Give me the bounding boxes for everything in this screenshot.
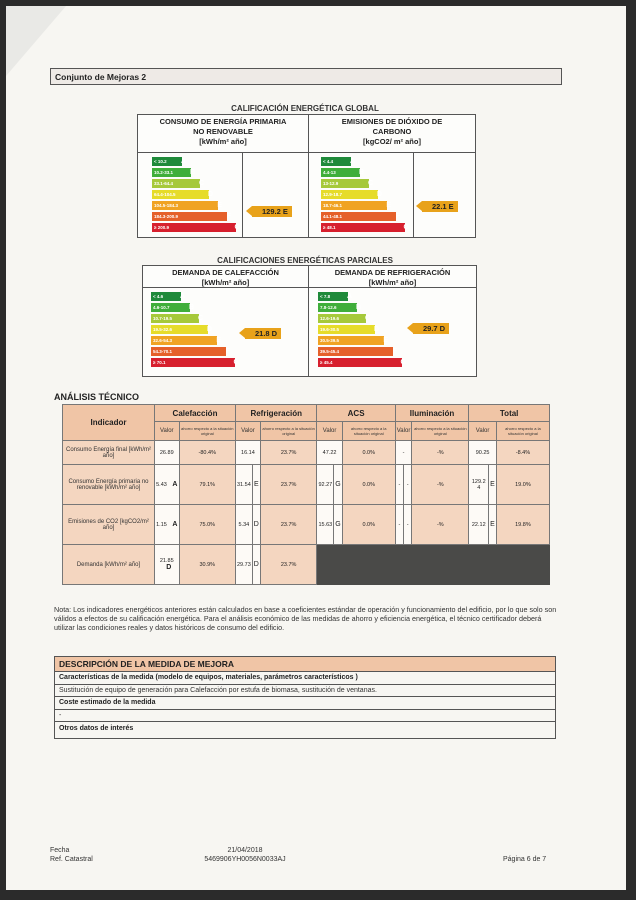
ahorro-header: ahorro respecto a la situación original bbox=[342, 422, 395, 441]
calefaccion-header bbox=[143, 266, 308, 288]
rating-bar-letter: F bbox=[392, 348, 397, 355]
rating-bar-d bbox=[152, 190, 213, 199]
cost-value: - bbox=[55, 710, 555, 722]
table-cell-saving: -% bbox=[412, 505, 469, 545]
table-cell-value: 22.12 bbox=[469, 505, 489, 545]
refrigeracion-unit: [kWh/m² año] bbox=[368, 278, 417, 287]
table-cell-class: - bbox=[404, 465, 412, 505]
table-cell-saving: 79.1% bbox=[179, 465, 235, 505]
emisiones-title: EMISIONES DE DIÓXIDO DE CARBONO bbox=[341, 117, 443, 136]
rating-bar-letter: E bbox=[217, 202, 222, 209]
table-cell-value: 5.34 bbox=[236, 505, 253, 545]
rating-bar-range: 64.4-104.5 bbox=[154, 192, 176, 197]
rating-bar-letter: A bbox=[180, 158, 186, 165]
ahorro-header: ahorro respecto a la situación original bbox=[496, 422, 549, 441]
cadastral-ref-label: Ref. Catastral bbox=[50, 856, 93, 863]
table-row-label: Consumo Energía final [kWh/m² año] bbox=[63, 441, 155, 465]
rating-bar-letter: C bbox=[367, 180, 373, 187]
technical-analysis-table bbox=[62, 404, 550, 585]
table-cell-value: 29.73 bbox=[236, 545, 253, 585]
date-label: Fecha bbox=[50, 847, 70, 854]
footer-values bbox=[186, 846, 304, 864]
rating-bar-b bbox=[151, 303, 194, 312]
rating-bar-e bbox=[152, 201, 222, 210]
table-cell-saving: -% bbox=[412, 465, 469, 505]
calefaccion-title: DEMANDA DE CALEFACCIÓN bbox=[172, 268, 279, 277]
other-data-label: Otros datos de interés bbox=[59, 725, 134, 732]
ahorro-header: ahorro respecto a la situación original bbox=[260, 422, 317, 441]
calefaccion-unit: [kWh/m² año] bbox=[201, 278, 250, 287]
rating-bar-f bbox=[151, 347, 230, 356]
analysis-title: ANÁLISIS TÉCNICO bbox=[54, 392, 140, 402]
consumo-value-indicator: 129.2 E bbox=[252, 206, 292, 217]
rating-bar-range: 54.3-70.1 bbox=[153, 349, 173, 354]
rating-bar-e bbox=[318, 336, 388, 345]
rating-bar-d bbox=[318, 325, 379, 334]
rating-bar-letter: C bbox=[197, 315, 203, 322]
table-row-label: Demanda [kWh/m² año] bbox=[63, 545, 155, 585]
rating-bar-e bbox=[151, 336, 221, 345]
indicator-header: Indicador bbox=[63, 405, 155, 441]
rating-bar-a bbox=[321, 157, 355, 166]
rating-bar-range: 39.5-45.4 bbox=[320, 349, 340, 354]
rating-bar-range: 12.6-19.6 bbox=[320, 316, 340, 321]
characteristics-label: Características de la medida (modelo de equipos, materiales, parámetros característicos ) bbox=[55, 672, 555, 685]
consumo-title: CONSUMO DE ENERGÍA PRIMARIA NO RENOVABLE bbox=[159, 117, 287, 136]
rating-bar-range: 10.2-33.1 bbox=[154, 170, 174, 175]
table-cell-value: 129.2 4 bbox=[469, 465, 489, 505]
rating-bar-f bbox=[318, 347, 397, 356]
table-cell-saving: 23.7% bbox=[260, 465, 317, 505]
partial-rating-caption: CALIFICACIONES ENERGÉTICAS PARCIALES bbox=[217, 256, 393, 265]
rating-bar-range: 4.6-10.7 bbox=[153, 305, 170, 310]
value-text: 21.85 bbox=[159, 558, 174, 564]
rating-bar-range: 4.4-13 bbox=[323, 170, 336, 175]
rating-bar-range: 104.5-184.3 bbox=[154, 203, 179, 208]
rating-bar-g bbox=[151, 358, 239, 367]
table-cell-saving: 23.7% bbox=[260, 545, 317, 585]
table-cell-value: 31.54 bbox=[236, 465, 253, 505]
rating-bar-range: 13-12.9 bbox=[323, 181, 339, 186]
page-number: Página 6 de 7 bbox=[503, 856, 547, 863]
rating-bar-letter: B bbox=[358, 169, 364, 176]
rating-bar-letter: E bbox=[216, 337, 221, 344]
rating-bar-f bbox=[321, 212, 400, 221]
table-cell-saving: 23.7% bbox=[260, 441, 317, 465]
cost-label: Coste estimado de la medida bbox=[55, 697, 555, 710]
calefaccion-value-indicator: 21.8 D bbox=[245, 328, 281, 339]
table-cell-saving: -8.4% bbox=[496, 441, 549, 465]
class-letter: A bbox=[172, 521, 178, 528]
rating-bar-g bbox=[318, 358, 406, 367]
improvement-description bbox=[54, 656, 556, 739]
consumo-header bbox=[138, 115, 308, 153]
refrigeracion-title: DEMANDA DE REFRIGERACIÓN bbox=[334, 268, 451, 277]
rating-bar-c bbox=[151, 314, 203, 323]
valor-header: Valor bbox=[155, 422, 180, 441]
date-value: 21/04/2018 bbox=[227, 847, 263, 854]
table-cell-value: 47.22 bbox=[317, 441, 342, 465]
refrigeracion-header bbox=[308, 266, 477, 288]
group-header: Refrigeración bbox=[236, 405, 317, 422]
improvement-header: DESCRIPCIÓN DE LA MEDIDA DE MEJORA bbox=[55, 657, 555, 672]
rating-bar-range: < 10.2 bbox=[154, 159, 167, 164]
rating-bar-range: 10.7-19.5 bbox=[153, 316, 173, 321]
class-letter: D bbox=[166, 564, 172, 571]
rating-bar-letter: B bbox=[188, 304, 194, 311]
table-cell-class: D bbox=[252, 545, 260, 585]
rating-bar-letter: F bbox=[225, 348, 230, 355]
rating-bar-c bbox=[152, 179, 204, 188]
rating-bar-range: 19.5-32.6 bbox=[153, 327, 173, 332]
group-header: Total bbox=[469, 405, 550, 422]
rating-bar-d bbox=[151, 325, 212, 334]
table-cell-saving: -80.4% bbox=[179, 441, 235, 465]
rating-bar-letter: G bbox=[400, 359, 406, 366]
valor-header: Valor bbox=[469, 422, 497, 441]
rating-bar-range: ≥ 48.1 bbox=[323, 225, 336, 230]
table-cell-saving: 23.7% bbox=[260, 505, 317, 545]
rating-bar-f bbox=[152, 212, 231, 221]
table-cell-value bbox=[155, 465, 180, 505]
rating-bar-range: < 4.4 bbox=[323, 159, 334, 164]
rating-bar-letter: A bbox=[346, 293, 352, 300]
emisiones-header bbox=[308, 115, 476, 153]
rating-bar-range: ≥ 200.9 bbox=[154, 225, 169, 230]
rating-bar-range: 7.8-12.6 bbox=[320, 305, 337, 310]
table-cell-value: - bbox=[395, 441, 412, 465]
cadastral-ref-value: 5469906YH0056N0033AJ bbox=[204, 856, 286, 863]
rating-bar-letter: A bbox=[349, 158, 355, 165]
table-cell-class: G bbox=[334, 465, 342, 505]
rating-bar-letter: D bbox=[376, 191, 382, 198]
rating-bar-e bbox=[321, 201, 391, 210]
rating-bar-range: 33.1-64.4 bbox=[154, 181, 174, 186]
table-cell-value bbox=[155, 545, 180, 585]
valor-header: Valor bbox=[236, 422, 261, 441]
rating-bar-letter: C bbox=[364, 315, 370, 322]
rating-bar-g bbox=[152, 223, 240, 232]
table-row-label: Emisiones de CO2 [kgCO2/m² año] bbox=[63, 505, 155, 545]
note-paragraph: Nota: Los indicadores energéticos anteriores están calculados en base a coeficientes estándar de operación y funcionamiento del edificio, por lo que solo son válidos a efectos de su calificación energética. Para el análisis económico de las medidas de ahorro y eficiencia energética, el técnico certificador deberá utilizar las condiciones reales y datos históricos de consumo del edificio. bbox=[54, 605, 557, 632]
rating-bar-range: < 4.6 bbox=[153, 294, 164, 299]
rating-bar-letter: D bbox=[207, 191, 213, 198]
table-cell-saving: 0.0% bbox=[342, 505, 395, 545]
section-title: Conjunto de Mejoras 2 bbox=[50, 68, 562, 85]
rating-bar-range: < 7.8 bbox=[320, 294, 331, 299]
rating-bar-range: 44.1-48.1 bbox=[323, 214, 343, 219]
rating-bar-c bbox=[321, 179, 373, 188]
consumo-unit: [kWh/m² año] bbox=[199, 137, 247, 146]
page-fold-corner bbox=[6, 6, 66, 76]
emisiones-unit: [kgCO2/ m² año] bbox=[363, 137, 421, 146]
rating-bar-letter: D bbox=[373, 326, 379, 333]
rating-bar-letter: B bbox=[189, 169, 195, 176]
rating-bar-letter: G bbox=[234, 224, 240, 231]
rating-bar-b bbox=[152, 168, 195, 177]
global-rating-box bbox=[137, 114, 476, 238]
characteristics-value: Sustitución de equipo de generación para Calefacción por estufa de biomasa, sustitución de ventanas. bbox=[55, 685, 555, 697]
value-text: 1.15 bbox=[156, 522, 167, 528]
table-cell-value: 16.14 bbox=[236, 441, 261, 465]
ahorro-header: ahorro respecto a la situación original bbox=[179, 422, 235, 441]
footer-labels bbox=[50, 846, 93, 864]
rating-bar-a bbox=[152, 157, 186, 166]
table-cell-class: - bbox=[404, 505, 412, 545]
table-cell-saving: 30.9% bbox=[179, 545, 235, 585]
table-cell-saving: -% bbox=[412, 441, 469, 465]
rating-bar-b bbox=[318, 303, 361, 312]
table-cell-saving: 0.0% bbox=[342, 465, 395, 505]
table-cell-value: - bbox=[395, 505, 403, 545]
rating-bar-d bbox=[321, 190, 382, 199]
rating-bar-c bbox=[318, 314, 370, 323]
group-header: Calefacción bbox=[155, 405, 236, 422]
rating-bar-range: 30.5-39.5 bbox=[320, 338, 340, 343]
ahorro-header: ahorro respecto a la situación original bbox=[412, 422, 469, 441]
rating-bar-a bbox=[151, 292, 185, 301]
rating-bar-letter: F bbox=[226, 213, 231, 220]
table-cell-value: 26.89 bbox=[155, 441, 180, 465]
rating-bar-range: 184.3-200.9 bbox=[154, 214, 179, 219]
rating-bar-letter: A bbox=[179, 293, 185, 300]
rating-bar-range: 12.9-18.7 bbox=[323, 192, 343, 197]
table-cell-value: 90.25 bbox=[469, 441, 497, 465]
class-letter: A bbox=[172, 481, 178, 488]
rating-bar-letter: F bbox=[395, 213, 400, 220]
emisiones-value-indicator: 22.1 E bbox=[422, 201, 458, 212]
table-cell-class: G bbox=[334, 505, 342, 545]
valor-header: Valor bbox=[317, 422, 342, 441]
table-cell-saving: 0.0% bbox=[342, 441, 395, 465]
table-cell-value: 92.27 bbox=[317, 465, 334, 505]
rating-bar-b bbox=[321, 168, 364, 177]
table-cell-value: - bbox=[395, 465, 403, 505]
partial-rating-box bbox=[142, 265, 477, 377]
rating-bar-letter: G bbox=[403, 224, 409, 231]
rating-bar-range: ≥ 45.4 bbox=[320, 360, 333, 365]
rating-bar-range: 18.7-46.1 bbox=[323, 203, 343, 208]
rating-bar-letter: B bbox=[355, 304, 361, 311]
rating-bar-a bbox=[318, 292, 352, 301]
table-empty-area bbox=[317, 545, 550, 585]
value-text: 5.43 bbox=[156, 482, 167, 488]
rating-bar-g bbox=[321, 223, 409, 232]
table-cell-value: 15.63 bbox=[317, 505, 334, 545]
refrigeracion-value-indicator: 29.7 D bbox=[413, 323, 449, 334]
table-cell-class: E bbox=[489, 465, 497, 505]
rating-bar-letter: E bbox=[383, 337, 388, 344]
table-cell-class: E bbox=[489, 505, 497, 545]
table-cell-class: D bbox=[252, 505, 260, 545]
table-cell-value bbox=[155, 505, 180, 545]
rating-bar-letter: C bbox=[198, 180, 204, 187]
table-cell-saving: 19.8% bbox=[496, 505, 549, 545]
table-cell-class: E bbox=[252, 465, 260, 505]
valor-header: Valor bbox=[395, 422, 412, 441]
rating-bar-letter: G bbox=[233, 359, 239, 366]
rating-bar-letter: E bbox=[386, 202, 391, 209]
rating-bar-range: 19.6-30.5 bbox=[320, 327, 340, 332]
global-rating-caption: CALIFICACIÓN ENERGÉTICA GLOBAL bbox=[231, 104, 379, 113]
table-row-label: Consumo Energía primaria no renovable [kWh/m² año] bbox=[63, 465, 155, 505]
rating-bar-range: 32.6-54.3 bbox=[153, 338, 173, 343]
group-header: ACS bbox=[317, 405, 395, 422]
group-header: Iluminación bbox=[395, 405, 469, 422]
rating-bar-range: ≥ 70.1 bbox=[153, 360, 166, 365]
table-cell-saving: 75.0% bbox=[179, 505, 235, 545]
rating-bar-letter: D bbox=[206, 326, 212, 333]
table-cell-saving: 19.0% bbox=[496, 465, 549, 505]
